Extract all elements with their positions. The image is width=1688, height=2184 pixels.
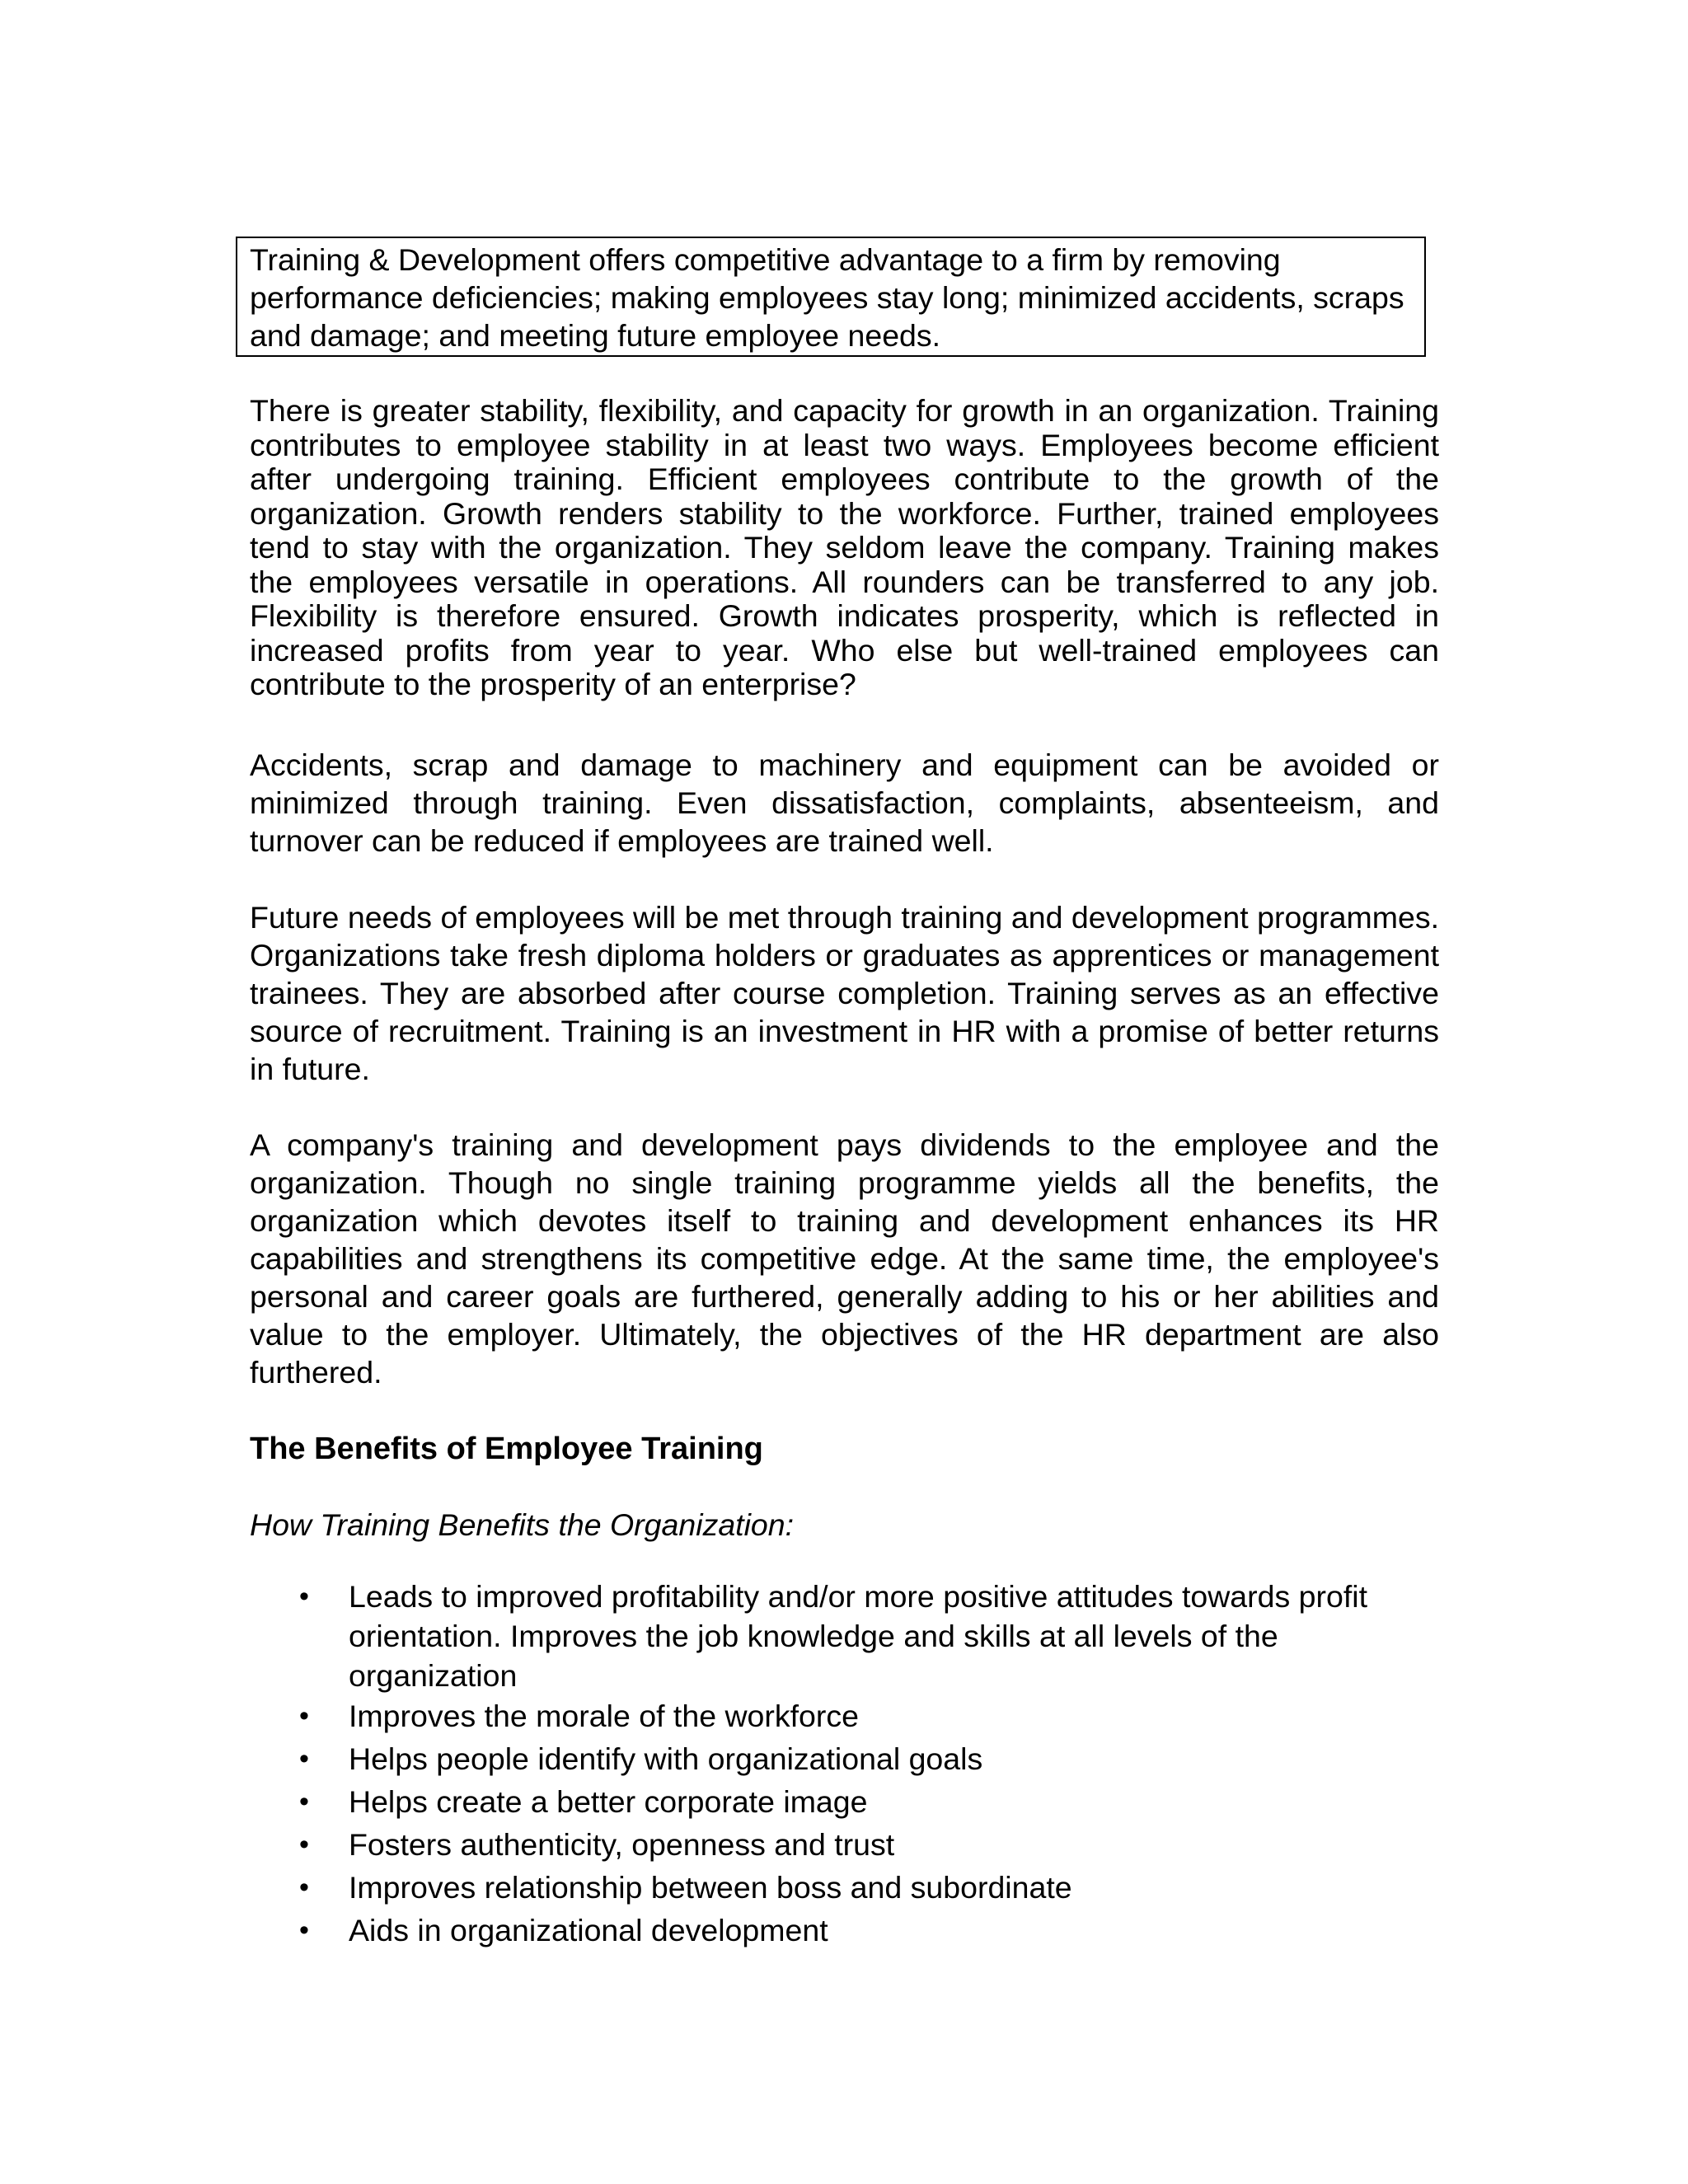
list-item-text: Helps people identify with organizational goals <box>349 1741 983 1776</box>
bullet-icon: • <box>299 1743 309 1774</box>
list-item <box>250 1697 1439 1736</box>
section-subheading: How Training Benefits the Organization: <box>250 1507 795 1542</box>
section-heading: The Benefits of Employee Training <box>250 1432 763 1466</box>
paragraph-accidents: Accidents, scrap and damage to machinery and equipment can be avoided or minimized through training. Even dissatisfaction, complaints, absenteeism, and turnover can be reduced if employees are trained well. <box>250 748 1439 858</box>
list-item <box>250 1577 1439 1695</box>
list-item <box>250 1911 1439 1950</box>
bullet-icon: • <box>299 1829 309 1860</box>
list-item <box>250 1868 1439 1907</box>
bullet-icon: • <box>299 1786 309 1817</box>
list-item-text: Improves relationship between boss and subordinate <box>349 1870 1072 1905</box>
paragraph-stability: There is greater stability, flexibility, and capacity for growth in an organization. Training contributes to employee stability in at least two ways. Employees become efficient after undergoing training. Efficient employees contribute to the growth of the organization. Growth renders stability to the workforce. Further, trained employees tend to stay with the organization. They seldom leave the company. Training makes the employees versatile in operations. All rounders can be transferred to any job. Flexibility is therefore ensured. Growth indicates prosperity, which is reflected in increased profits from year to year. Who else but well-trained employees can contribute to the prosperity of an enterprise? <box>250 393 1439 701</box>
summary-callout-text: Training & Development offers competitive advantage to a firm by removing performance deficiencies; making employees stay long; minimized accidents, scraps and damage; and meeting future employee needs. <box>250 242 1404 353</box>
bullet-icon: • <box>299 1872 309 1903</box>
bullet-icon: • <box>299 1915 309 1946</box>
list-item-text: Leads to improved profitability and/or more positive attitudes towards profit orientation. Improves the job knowledge and skills at all levels of the organization <box>349 1579 1368 1693</box>
list-item <box>250 1783 1439 1821</box>
list-item-text: Improves the morale of the workforce <box>349 1699 860 1733</box>
benefits-list <box>250 1577 1439 1954</box>
bullet-icon: • <box>299 1581 309 1612</box>
list-item <box>250 1825 1439 1864</box>
bullet-icon: • <box>299 1700 309 1732</box>
paragraph-future-needs: Future needs of employees will be met through training and development programmes. Organizations take fresh diploma holders or graduates as apprentices or management trainees. They are absorbed after course completion. Training serves as an effective source of recruitment. Training is an investment in HR with a promise of better returns in future. <box>250 900 1439 1086</box>
list-item-text: Fosters authenticity, openness and trust <box>349 1827 895 1862</box>
list-item-text: Aids in organizational development <box>349 1913 828 1947</box>
list-item-text: Helps create a better corporate image <box>349 1784 868 1819</box>
paragraph-dividends: A company's training and development pays dividends to the employee and the organization. Though no single training programme yields all the benefits, the organization which devotes itself to training and development enhances its HR capabilities and strengthens its competitive edge. At the same time, the employee's personal and career goals are furthered, generally adding to his or her abilities and value to the employer. Ultimately, the objectives of the HR department are also furthered. <box>250 1127 1439 1390</box>
list-item <box>250 1740 1439 1779</box>
